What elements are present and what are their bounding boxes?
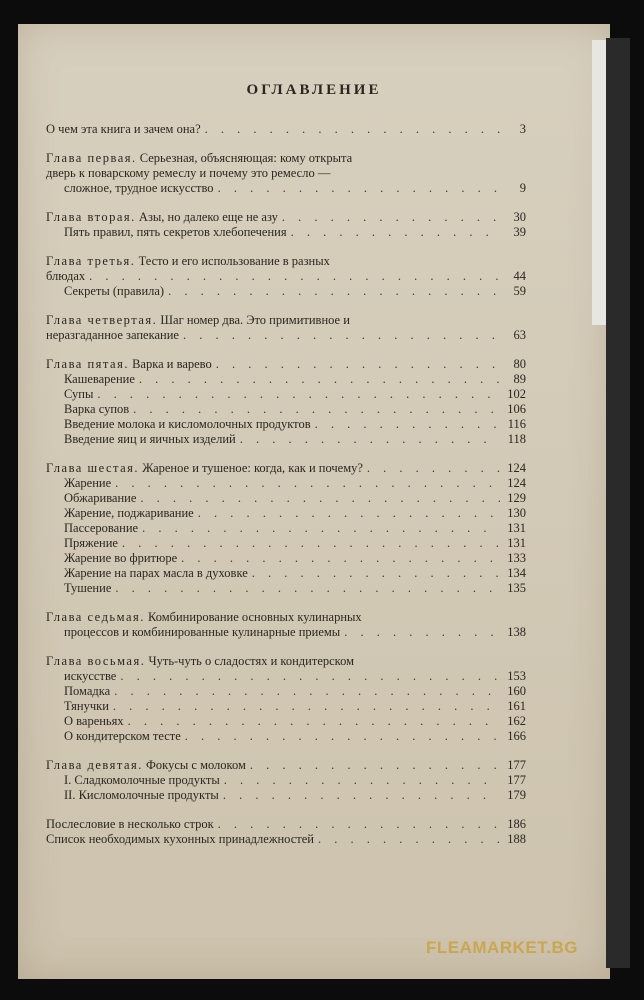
watermark: FLEAMARKET.BG	[426, 938, 578, 957]
section-title: Жарение	[64, 476, 112, 490]
page-number: 30	[513, 210, 526, 224]
chapter-title: Азы, но далеко еще не азу	[138, 210, 278, 224]
page-number: 44	[513, 269, 526, 283]
chapter-title-line: дверь к поварскому ремеслу и почему это ремесло —	[46, 166, 331, 180]
chapter-label: Глава четвертая.	[46, 313, 158, 327]
page-number: 131	[507, 536, 526, 550]
page-number: 59	[513, 284, 526, 298]
page-number: 177	[507, 758, 526, 772]
toc-chapter-7	[46, 610, 526, 640]
section-title: О кондитерском тесте	[64, 729, 181, 743]
page-number: 186	[507, 817, 526, 831]
page-number: 130	[507, 506, 526, 520]
chapter-title-line: сложное, трудное искусство	[64, 181, 214, 195]
page-number: 63	[513, 328, 526, 342]
chapter-title-line: неразгаданное запекание	[46, 328, 179, 342]
chapter-label: Глава пятая.	[46, 357, 129, 371]
section-title: Введение молока и кисломолочных продуктов	[64, 417, 311, 431]
section-title: Тянучки	[64, 699, 109, 713]
section-title: Супы	[64, 387, 94, 401]
section-title: Жарение, поджаривание	[64, 506, 194, 520]
section-title: II. Кисломолочные продукты	[64, 788, 219, 802]
toc-entry-text: Послесловие в несколько строк	[46, 817, 214, 831]
section-title: Помадка	[64, 684, 111, 698]
chapter-title-line: процессов и комбинированные кулинарные приемы	[64, 625, 341, 639]
chapter-label: Глава шестая.	[46, 461, 140, 475]
toc-chapter-2	[46, 210, 526, 240]
page-number: 162	[507, 714, 526, 728]
page-number: 118	[507, 432, 526, 446]
page-number: 124	[507, 476, 526, 490]
section-title: Жарение во фритюре	[64, 551, 178, 565]
page-number: 9	[519, 181, 526, 195]
page-number: 153	[507, 669, 526, 683]
page-number: 160	[507, 684, 526, 698]
toc-chapter-4	[46, 313, 526, 343]
toc-intro	[46, 122, 526, 137]
chapter-label: Глава вторая.	[46, 210, 136, 224]
page-number: 129	[507, 491, 526, 505]
page-number: 161	[507, 699, 526, 713]
book-page	[18, 24, 610, 979]
section-title: Обжаривание	[64, 491, 137, 505]
book-edge	[606, 38, 630, 968]
page-number: 131	[507, 521, 526, 535]
toc-chapter-1	[46, 151, 526, 196]
page-number: 133	[507, 551, 526, 565]
chapter-title-line: Шаг номер два. Это примитивное и	[160, 313, 350, 327]
page-number: 3	[519, 122, 526, 136]
toc-afterword	[46, 817, 526, 847]
chapter-label: Глава первая.	[46, 151, 137, 165]
page-number: 39	[513, 225, 526, 239]
page-number: 188	[507, 832, 526, 846]
page-number: 134	[507, 566, 526, 580]
table-of-contents	[46, 122, 526, 847]
chapter-title-line: Чуть-чуть о сладостях и кондитерском	[148, 654, 355, 668]
section-title: Кашеварение	[64, 372, 135, 386]
section-title: Пряжение	[64, 536, 118, 550]
page-number: 166	[507, 729, 526, 743]
page-number: 138	[507, 625, 526, 639]
chapter-title-line: блюдах	[46, 269, 86, 283]
page-number: 135	[507, 581, 526, 595]
toc-chapter-9	[46, 758, 526, 803]
chapter-title-line: Серьезная, объясняющая: кому открыта	[139, 151, 353, 165]
chapter-label: Глава третья.	[46, 254, 136, 268]
chapter-title-line: Тесто и его использование в разных	[138, 254, 330, 268]
chapter-label: Глава девятая.	[46, 758, 143, 772]
section-title: I. Сладкомолочные продукты	[64, 773, 220, 787]
page-number: 179	[507, 788, 526, 802]
section-title: Введение яиц и яичных изделий	[64, 432, 236, 446]
section-title: Тушение	[64, 581, 112, 595]
page-number: 106	[507, 402, 526, 416]
page-title: ОГЛАВЛЕНИЕ	[246, 82, 382, 98]
page-number: 102	[507, 387, 526, 401]
page-number: 80	[513, 357, 526, 371]
toc-entry-text: О чем эта книга и зачем она?	[46, 122, 201, 136]
toc-chapter-3	[46, 254, 526, 299]
chapter-title-line: Комбинирование основных кулинарных	[148, 610, 362, 624]
chapter-title: Варка и варево	[132, 357, 212, 371]
page-number: 89	[513, 372, 526, 386]
section-title: Пассерование	[64, 521, 139, 535]
section-title: Варка супов	[64, 402, 130, 416]
section-title: О вареньях	[64, 714, 124, 728]
page-number: 177	[507, 773, 526, 787]
chapter-label: Глава седьмая.	[46, 610, 145, 624]
section-title: Жарение на парах масла в духовке	[64, 566, 248, 580]
chapter-label: Глава восьмая.	[46, 654, 146, 668]
page-number: 116	[507, 417, 526, 431]
toc-entry-text: Список необходимых кухонных принадлежностей	[46, 832, 314, 846]
toc-chapter-5	[46, 357, 526, 447]
section-title: Секреты (правила)	[64, 284, 165, 298]
toc-chapter-6	[46, 461, 526, 596]
section-title: Пять правил, пять секретов хлебопечения	[64, 225, 287, 239]
chapter-title: Жареное и тушеное: когда, как и почему?	[142, 461, 363, 475]
page-number: 124	[507, 461, 526, 475]
chapter-title: Фокусы с молоком	[146, 758, 246, 772]
toc-chapter-8	[46, 654, 526, 744]
chapter-title-line: искусстве	[64, 669, 117, 683]
